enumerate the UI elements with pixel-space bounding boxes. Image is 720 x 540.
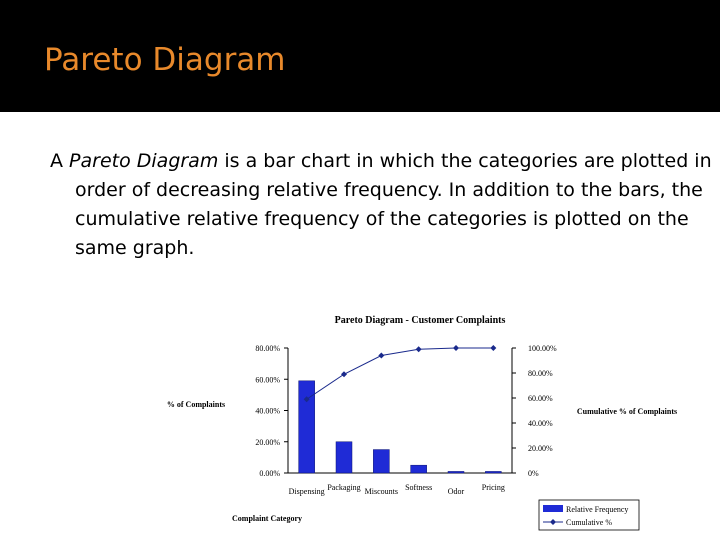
y-axis-label-left: % of Complaints (166, 400, 226, 409)
bar-pricing (485, 471, 501, 473)
y-tick-label-left: 40.00% (255, 406, 280, 416)
category-label: Packaging (327, 483, 361, 492)
y-tick-label-right: 0% (528, 469, 539, 478)
y-tick-label-right: 100.00% (528, 344, 557, 353)
category-label: Miscounts (364, 487, 399, 496)
bar-odor (448, 471, 464, 473)
body-term: Pareto Diagram (69, 150, 219, 172)
cumulative-line (307, 348, 494, 399)
slide-title: Pareto Diagram (44, 42, 286, 78)
legend-label-relative-frequency: Relative Frequency (566, 505, 629, 514)
y-tick-label-left: 20.00% (255, 437, 280, 447)
y-tick-label-left: 0.00% (259, 469, 280, 478)
cumulative-point (453, 345, 459, 351)
body-rest: is a bar chart in which the categories are plotted in order of decreasing relative frequency. In addition to the bars, the cumulative relative frequency of the categories is plotted on the same graph. (75, 150, 712, 259)
bar-dispensing (299, 381, 315, 473)
cumulative-point (378, 353, 384, 359)
y-tick-label-left: 60.00% (255, 375, 280, 385)
bar-miscounts (373, 450, 389, 473)
category-label: Pricing (481, 483, 505, 492)
y-tick-label-right: 80.00% (528, 369, 553, 378)
y-tick-label-right: 20.00% (528, 444, 553, 453)
chart-title: Pareto Diagram - Customer Complaints (334, 315, 506, 326)
y-tick-label-left: 80.00% (255, 344, 280, 353)
body-prefix: A (50, 150, 70, 172)
cumulative-point (490, 345, 496, 351)
category-label: Softness (405, 483, 433, 492)
y-tick-label-right: 60.00% (528, 394, 553, 403)
category-label: Odor (447, 487, 465, 496)
y-tick-label-right: 40.00% (528, 419, 553, 428)
bar-packaging (336, 442, 352, 473)
cumulative-point (341, 371, 347, 377)
bar-softness (411, 465, 427, 473)
category-label: Dispensing (288, 487, 325, 496)
legend-swatch-bar (543, 505, 563, 512)
y-axis-label-right: Cumulative % of Complaints (576, 407, 678, 416)
x-axis-label: Complaint Category (232, 514, 302, 523)
legend-label-cumulative: Cumulative % (566, 518, 612, 527)
cumulative-point (416, 346, 422, 352)
